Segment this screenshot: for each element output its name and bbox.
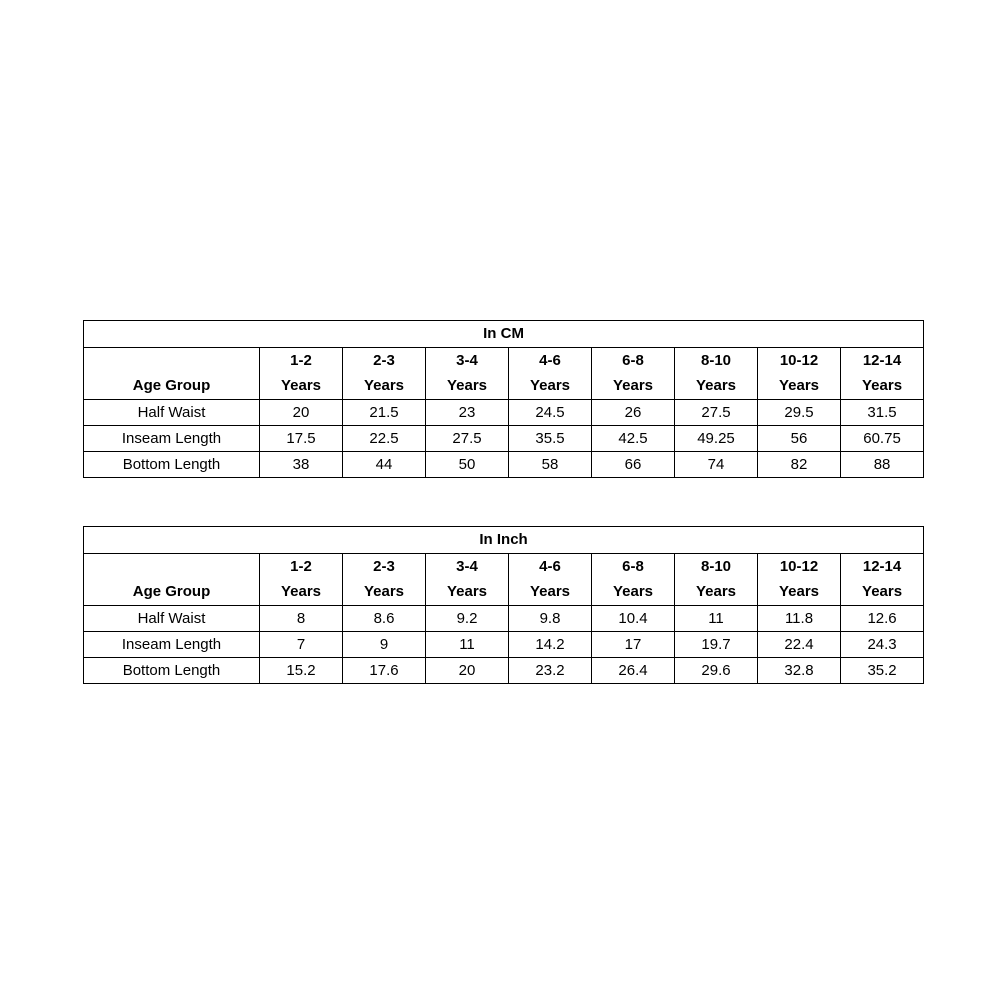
age-range: 12-14 (862, 558, 902, 575)
table-header-row (84, 554, 924, 606)
age-unit: Years (862, 377, 903, 394)
column-header (509, 554, 592, 606)
age-unit: Years (695, 583, 737, 600)
table-cell: 17.6 (343, 658, 426, 684)
column-header (260, 554, 343, 606)
age-range: 1-2 (290, 558, 312, 575)
table-title-row (84, 321, 924, 348)
table-cell: 9 (343, 632, 426, 658)
age-range: 10-12 (779, 558, 819, 575)
row-label: Bottom Length (84, 452, 260, 478)
table-cell: 9.8 (509, 606, 592, 632)
column-header (675, 348, 758, 400)
table-cell: 38 (260, 452, 343, 478)
column-header (758, 554, 841, 606)
age-range: 8-10 (700, 558, 732, 575)
age-unit: Years (529, 377, 571, 394)
table-cell: 11 (426, 632, 509, 658)
column-header (426, 348, 509, 400)
age-unit: Years (446, 583, 488, 600)
age-unit: Years (778, 377, 820, 394)
table-cell: 60.75 (841, 426, 924, 452)
size-table-cm (83, 320, 924, 478)
age-unit: Years (529, 583, 571, 600)
table-cell: 17.5 (260, 426, 343, 452)
table-cell: 19.7 (675, 632, 758, 658)
age-range: 2-3 (373, 558, 395, 575)
table-cell: 23 (426, 400, 509, 426)
age-group-header: Age Group (84, 554, 260, 606)
table-cell: 29.6 (675, 658, 758, 684)
table-cell: 74 (675, 452, 758, 478)
table-row (84, 606, 924, 632)
column-header (675, 554, 758, 606)
age-unit: Years (280, 377, 322, 394)
column-header (343, 348, 426, 400)
column-header (841, 348, 924, 400)
age-unit: Years (695, 377, 737, 394)
table-cell: 17 (592, 632, 675, 658)
table-row (84, 452, 924, 478)
table-cell: 31.5 (841, 400, 924, 426)
table-cell: 14.2 (509, 632, 592, 658)
table-row (84, 400, 924, 426)
column-header (758, 348, 841, 400)
age-unit: Years (280, 583, 322, 600)
column-header (260, 348, 343, 400)
table-cell: 58 (509, 452, 592, 478)
table-cell: 22.5 (343, 426, 426, 452)
table-cell: 49.25 (675, 426, 758, 452)
table-cell: 88 (841, 452, 924, 478)
age-range: 6-8 (622, 558, 644, 575)
table-cell: 42.5 (592, 426, 675, 452)
column-header (343, 554, 426, 606)
table-cell: 7 (260, 632, 343, 658)
table-cell: 35.5 (509, 426, 592, 452)
table-title-row (84, 527, 924, 554)
column-header (841, 554, 924, 606)
table-cell: 32.8 (758, 658, 841, 684)
age-range: 8-10 (700, 352, 732, 369)
table-cell: 26 (592, 400, 675, 426)
column-header (426, 554, 509, 606)
table-cell: 9.2 (426, 606, 509, 632)
table-cell: 66 (592, 452, 675, 478)
age-range: 4-6 (539, 352, 561, 369)
age-group-header: Age Group (84, 348, 260, 400)
table-cell: 8 (260, 606, 343, 632)
table-cell: 26.4 (592, 658, 675, 684)
table-cell: 15.2 (260, 658, 343, 684)
age-unit: Years (612, 377, 654, 394)
age-unit: Years (363, 377, 405, 394)
table-cell: 21.5 (343, 400, 426, 426)
row-label: Inseam Length (84, 632, 260, 658)
size-table-inch (83, 526, 924, 684)
table-cell: 27.5 (426, 426, 509, 452)
age-unit: Years (446, 377, 488, 394)
table-title: In Inch (84, 527, 924, 554)
age-range: 2-3 (373, 352, 395, 369)
table-row (84, 632, 924, 658)
age-range: 10-12 (779, 352, 819, 369)
age-unit: Years (612, 583, 654, 600)
age-range: 12-14 (862, 352, 902, 369)
age-range: 1-2 (290, 352, 312, 369)
table-cell: 29.5 (758, 400, 841, 426)
table-cell: 20 (426, 658, 509, 684)
age-unit: Years (862, 583, 903, 600)
table-cell: 10.4 (592, 606, 675, 632)
column-header (592, 554, 675, 606)
table-row (84, 426, 924, 452)
row-label: Inseam Length (84, 426, 260, 452)
table-cell: 23.2 (509, 658, 592, 684)
table-header-row (84, 348, 924, 400)
table-cell: 50 (426, 452, 509, 478)
table-cell: 27.5 (675, 400, 758, 426)
column-header (509, 348, 592, 400)
age-range: 3-4 (456, 558, 478, 575)
table-cell: 44 (343, 452, 426, 478)
age-unit: Years (778, 583, 820, 600)
row-label: Bottom Length (84, 658, 260, 684)
table-cell: 11 (675, 606, 758, 632)
table-cell: 20 (260, 400, 343, 426)
table-row (84, 658, 924, 684)
table-cell: 22.4 (758, 632, 841, 658)
column-header (592, 348, 675, 400)
table-cell: 56 (758, 426, 841, 452)
table-title: In CM (84, 321, 924, 348)
row-label: Half Waist (84, 400, 260, 426)
age-range: 3-4 (456, 352, 478, 369)
age-unit: Years (363, 583, 405, 600)
table-cell: 35.2 (841, 658, 924, 684)
table-cell: 12.6 (841, 606, 924, 632)
row-label: Half Waist (84, 606, 260, 632)
age-range: 4-6 (539, 558, 561, 575)
table-cell: 11.8 (758, 606, 841, 632)
table-cell: 82 (758, 452, 841, 478)
age-range: 6-8 (622, 352, 644, 369)
table-cell: 24.5 (509, 400, 592, 426)
table-cell: 8.6 (343, 606, 426, 632)
table-cell: 24.3 (841, 632, 924, 658)
